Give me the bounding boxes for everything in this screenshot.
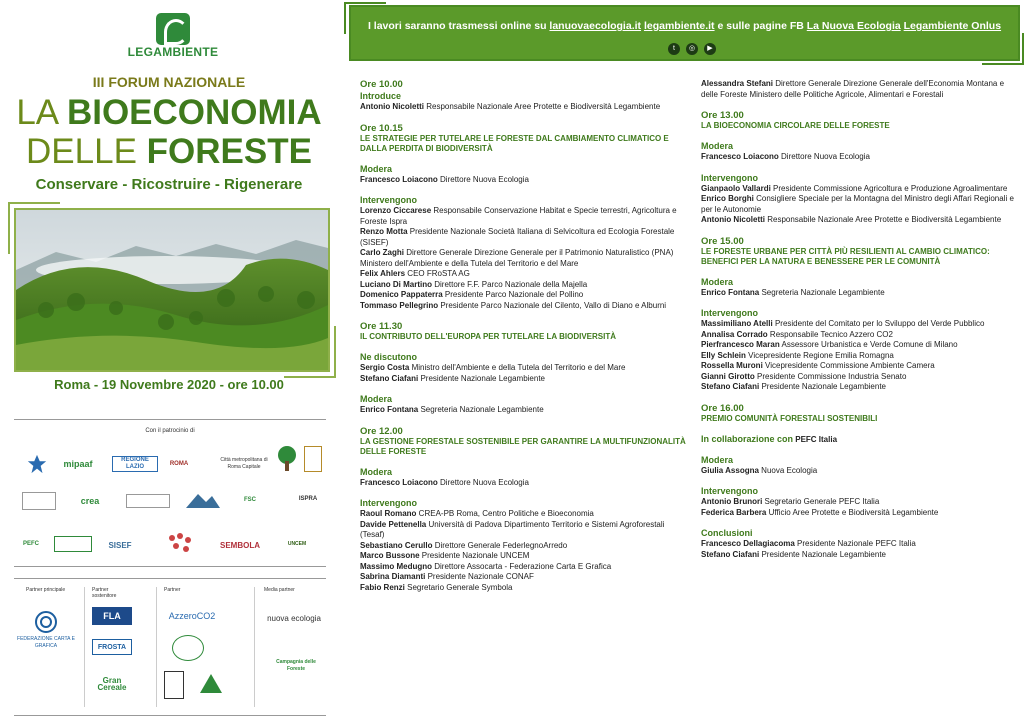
speaker-role: Presidente Nazionale CONAF bbox=[425, 572, 534, 581]
session-title: PREMIO COMUNITÀ FORESTALI SOSTENIBILI bbox=[701, 413, 878, 423]
session-role-heading bbox=[701, 141, 1017, 152]
speaker-line bbox=[701, 319, 1017, 330]
role-heading-text: Intervengono bbox=[701, 486, 759, 496]
partner-azzeroco2: AzzeroCO2 bbox=[168, 610, 216, 621]
brand-name: LEGAMBIENTE bbox=[127, 45, 219, 59]
speaker-role: Direttore Nuova Ecologia bbox=[778, 152, 870, 161]
partner-sostenitore-gran-cereale: Gran Cereale bbox=[97, 676, 127, 692]
speaker-role: Direttore Generale FederlegnoArredo bbox=[432, 540, 568, 550]
program-block bbox=[360, 426, 690, 457]
program-block bbox=[360, 467, 690, 489]
role-heading-text: Conclusioni bbox=[701, 528, 753, 538]
speaker-role: Segreteria Nazionale Legambiente bbox=[759, 287, 885, 297]
speaker-name: Massimo Medugno bbox=[360, 561, 433, 571]
speaker-role: Presidente Commissione Agricoltura e Produzione Agroalimentare bbox=[770, 183, 1008, 193]
speaker-line bbox=[360, 102, 690, 113]
speaker-role: Assessore Urbanistica e Verde Comune di Milano bbox=[779, 340, 958, 349]
speaker-line bbox=[360, 280, 690, 291]
session-time: Ore 13.00 bbox=[701, 110, 744, 121]
session-role-heading bbox=[360, 352, 690, 363]
speaker-name: Marco Bussone bbox=[360, 551, 420, 560]
speaker-name: Sabrina Diamanti bbox=[360, 572, 426, 581]
speaker-role: Presidente Parco Nazionale del Cilento, Vallo di Diano e Alburni bbox=[438, 300, 667, 310]
speaker-name: Fabio Renzi bbox=[360, 582, 405, 592]
main-title-line1: LA BIOECONOMIA bbox=[16, 93, 322, 132]
patronage-box bbox=[14, 419, 326, 567]
partners-box bbox=[14, 578, 326, 716]
partner-label: Partner bbox=[164, 587, 181, 593]
event-date-line: Roma - 19 Novembre 2020 - ore 10.00 bbox=[54, 377, 284, 392]
session-role-heading bbox=[360, 498, 690, 509]
program-block bbox=[701, 308, 1017, 393]
session-role-heading bbox=[360, 195, 690, 206]
twitter-icon[interactable]: t bbox=[668, 43, 680, 55]
tree-logo-icon bbox=[276, 444, 298, 474]
speaker-name: Domenico Pappaterra bbox=[360, 290, 443, 299]
speaker-role: Segreteria Nazionale Legambiente bbox=[418, 405, 544, 414]
patron-logo-citta-metropolitana: Città metropolitana di Roma Capitale bbox=[220, 457, 268, 470]
session-role-heading bbox=[701, 308, 1017, 319]
session-role-heading bbox=[701, 277, 1017, 288]
speaker-name: Francesco Loiacono bbox=[360, 174, 438, 184]
speaker-role: Presidente Nazionale Legambiente bbox=[759, 382, 886, 391]
speaker-name: Rossella Muroni bbox=[701, 361, 763, 370]
speaker-role: CREA-PB Roma, Centro Politiche e Bioeconomia bbox=[416, 509, 594, 518]
speaker-role: Presidente Nazionale PEFC Italia bbox=[794, 539, 916, 548]
session-role-heading bbox=[360, 467, 690, 478]
link-fb-nuova-ecologia[interactable]: La Nuova Ecologia bbox=[806, 20, 901, 32]
session-role-heading bbox=[701, 486, 1017, 497]
media-partner-label: Media partner bbox=[264, 587, 295, 593]
speaker-role: Ministro dell'Ambiente e della Tutela del Territorio e del Mare bbox=[409, 363, 626, 372]
partner-sostenitore-frosta: FROSTA bbox=[92, 639, 132, 655]
speaker-name: Alessandra Stefani bbox=[701, 79, 774, 88]
speaker-line bbox=[701, 550, 1017, 561]
forest-badge-logo-icon bbox=[54, 536, 92, 552]
speaker-role: Vicepresidente Regione Emilia Romagna bbox=[745, 350, 894, 360]
partner-tree-logo-icon bbox=[196, 671, 226, 699]
session-time: Ore 12.00 bbox=[360, 425, 403, 437]
speaker-line bbox=[360, 541, 690, 552]
speaker-line bbox=[701, 152, 1017, 163]
speaker-line bbox=[360, 290, 690, 301]
speaker-line bbox=[360, 572, 690, 583]
speaker-line bbox=[701, 508, 1017, 519]
partner-principale-label: Partner principale bbox=[26, 587, 66, 593]
speaker-line bbox=[701, 79, 1017, 100]
partner-divider bbox=[84, 587, 85, 707]
speaker-role: Responsabile Conservazione Habitat e Specie terrestri, Agricoltura e Foreste Ispra bbox=[360, 206, 677, 226]
speaker-name: Stefano Ciafani bbox=[701, 382, 760, 391]
speaker-name: Sergio Costa bbox=[360, 363, 410, 372]
speaker-name: Gianpaolo Vallardi bbox=[701, 183, 771, 193]
patron-logo-ispra: ISPRA bbox=[298, 495, 318, 502]
speaker-name: Raoul Romano bbox=[360, 509, 417, 518]
speaker-name: Antonio Brunori bbox=[701, 497, 763, 506]
speaker-name: Enrico Fontana bbox=[360, 405, 419, 414]
role-heading-text: Modera bbox=[360, 466, 393, 477]
speaker-line bbox=[701, 372, 1017, 383]
speaker-role: Nuova Ecologia bbox=[758, 465, 818, 475]
speaker-line bbox=[701, 194, 1017, 215]
speaker-line bbox=[701, 184, 1017, 195]
speaker-name: Francesco Loiacono bbox=[701, 152, 779, 161]
program-block bbox=[701, 486, 1017, 518]
left-panel bbox=[0, 0, 338, 724]
speaker-line bbox=[701, 215, 1017, 226]
program-block bbox=[701, 277, 1017, 299]
program-block bbox=[360, 498, 690, 593]
patron-logo-sisef: SISEF bbox=[108, 540, 132, 550]
program-column-2 bbox=[701, 79, 1017, 570]
streaming-text: I lavori saranno trasmessi online su lanuovaecologia.it legambiente.it e sulle pagine FB La Nuova Ecologia Legambiente Onlus bbox=[367, 20, 1002, 32]
speaker-name: Carlo Zaghi bbox=[360, 248, 405, 257]
program-block bbox=[701, 173, 1017, 226]
program-block bbox=[701, 110, 1017, 131]
program-block bbox=[360, 321, 690, 342]
speaker-role: Presidente Nazionale Società Italiana di Selvicoltura ed Ecologia Forestale (SISEF) bbox=[360, 227, 675, 247]
session-role-heading bbox=[360, 394, 690, 405]
program-block bbox=[360, 164, 690, 186]
partner-divider bbox=[156, 587, 157, 707]
role-heading-suffix: PEFC Italia bbox=[793, 434, 838, 444]
program-column-1 bbox=[360, 79, 690, 603]
session-time: Ore 15.00 bbox=[701, 235, 744, 247]
speaker-line bbox=[701, 330, 1017, 341]
youtube-icon[interactable]: ▶ bbox=[704, 43, 716, 55]
link-lanuovaecologia[interactable]: lanuovaecologia.it bbox=[549, 20, 642, 32]
patron-logo-sembola: SEMBOLA bbox=[220, 540, 260, 550]
media-partner-campagnia-foreste: Campagnia delle Foreste bbox=[276, 659, 316, 672]
speaker-name: Tommaso Pellegrino bbox=[360, 300, 439, 310]
program-block bbox=[701, 434, 1017, 445]
speaker-role: Presidente Commissione Industria Senato bbox=[754, 371, 907, 381]
speaker-role: Direttore Nuova Ecologia bbox=[437, 174, 529, 184]
session-role-heading bbox=[360, 164, 690, 175]
speaker-name: Giulia Assogna bbox=[701, 465, 759, 475]
speaker-name: Stefano Ciafani bbox=[701, 549, 760, 559]
speaker-line bbox=[360, 405, 690, 416]
speaker-name: Annalisa Corrado bbox=[701, 329, 768, 339]
session-time: Ore 10.15 bbox=[360, 122, 403, 134]
session-role-heading bbox=[701, 434, 1017, 445]
speaker-name: Pierfrancesco Maran bbox=[701, 340, 780, 349]
role-heading-text: Intervengono bbox=[360, 498, 418, 508]
subtitle: Conservare - Ricostruire - Rigenerare bbox=[35, 176, 303, 193]
session-role-heading bbox=[701, 173, 1017, 184]
speaker-line bbox=[360, 374, 690, 385]
speaker-role: Responsabile Nazionale Aree Protette e Biodiversità Legambiente bbox=[424, 102, 661, 111]
role-heading-text: Modera bbox=[701, 141, 734, 151]
speaker-role: Segretario Generale Symbola bbox=[404, 582, 513, 592]
speaker-role: Responsabile Nazionale Aree Protette e Biodiversità Legambiente bbox=[765, 215, 1002, 224]
speaker-role: Presidente Nazionale Legambiente bbox=[759, 549, 886, 559]
speaker-line bbox=[360, 227, 690, 248]
speaker-name: Stefano Ciafani bbox=[360, 373, 419, 383]
forest-landscape-image bbox=[16, 210, 328, 370]
streaming-banner bbox=[349, 5, 1020, 61]
crest-logo-icon bbox=[304, 446, 322, 472]
speaker-line bbox=[360, 562, 690, 573]
speaker-line bbox=[360, 478, 690, 489]
ministero-logo-icon bbox=[22, 492, 56, 510]
role-heading-text: In collaborazione con bbox=[701, 433, 794, 444]
patronage-title: Con il patrocinio di bbox=[145, 428, 195, 434]
speaker-line bbox=[360, 175, 690, 186]
program-block bbox=[701, 236, 1017, 267]
patron-logo-mipaaf: mipaaf bbox=[63, 458, 93, 469]
speaker-role: Direttore Generale Direzione Generale dell'Economia Montana e delle Foreste Ministero delle Politiche Agricole, Alimentari e Forestali bbox=[701, 79, 1005, 99]
speaker-line bbox=[360, 520, 690, 541]
instagram-icon[interactable]: ◎ bbox=[686, 43, 698, 55]
speaker-name: Sebastiano Cerullo bbox=[360, 540, 433, 550]
session-title: LE FORESTE URBANE PER CITTÀ PIÙ RESILIENTI AL CAMBIO CLIMATICO: BENEFICI PER LA NATURA E BENESSERE PER LE COMUNITÀ bbox=[701, 246, 990, 266]
role-heading-text: Intervengono bbox=[701, 172, 759, 183]
speaker-name: Lorenzo Ciccarese bbox=[360, 206, 432, 215]
patron-logo-regione-lazio: REGIONE LAZIO bbox=[112, 456, 158, 472]
partner-principale-name: FEDERAZIONE CARTA E GRAFICA bbox=[17, 636, 75, 649]
legambiente-logo-icon bbox=[156, 13, 190, 45]
patron-logo-uncem: UNCEM bbox=[287, 540, 307, 547]
speaker-role: Responsabile Tecnico Azzero CO2 bbox=[767, 329, 893, 339]
role-heading-text: Intervengono bbox=[701, 308, 759, 318]
speaker-line bbox=[360, 248, 690, 269]
patron-logo-fsc: FSC bbox=[244, 496, 256, 503]
program-block bbox=[701, 403, 1017, 424]
speaker-line bbox=[360, 509, 690, 520]
speaker-line bbox=[701, 382, 1017, 393]
carta-grafica-logo-icon bbox=[32, 609, 60, 635]
program-block bbox=[360, 79, 690, 113]
speaker-name: Antonio Nicoletti bbox=[360, 102, 424, 111]
speaker-role: Direttore Generale Direzione Generale per il Patrimonio Naturalistico (PNA) Ministero dell'Ambiente e della Tutela del Territorio e del Mare bbox=[360, 248, 674, 268]
speaker-name: Elly Schlein bbox=[701, 350, 746, 360]
speaker-line bbox=[701, 466, 1017, 477]
main-title-line2: DELLE FORESTE bbox=[26, 132, 312, 171]
speaker-line bbox=[360, 206, 690, 227]
speaker-name: Enrico Fontana bbox=[701, 287, 760, 297]
partner-sostenitore-fla: FLA bbox=[92, 607, 132, 625]
speaker-name: Luciano Di Martino bbox=[360, 279, 432, 289]
link-fb-legambiente[interactable]: Legambiente Onlus bbox=[903, 20, 1002, 32]
speaker-line bbox=[360, 363, 690, 374]
speaker-line bbox=[701, 497, 1017, 508]
forest-photo-frame bbox=[14, 208, 330, 372]
session-role-heading bbox=[360, 91, 690, 102]
session-title: LE STRATEGIE PER TUTELARE LE FORESTE DAL CAMBIAMENTO CLIMATICO E DALLA PERDITA DI BIODIVERSITÀ bbox=[360, 133, 669, 153]
speaker-role: Direttore Nuova Ecologia bbox=[437, 477, 529, 487]
speaker-name: Francesco Loiacono bbox=[360, 477, 438, 487]
program-block bbox=[701, 455, 1017, 477]
speaker-line bbox=[360, 583, 690, 594]
speaker-name: Massimiliano Atelli bbox=[701, 319, 773, 328]
media-partner-nuova-ecologia: nuova ecologia bbox=[267, 613, 321, 623]
session-title: LA GESTIONE FORESTALE SOSTENIBILE PER GARANTIRE LA MULTIFUNZIONALITÀ DELLE FORESTE bbox=[360, 436, 686, 456]
program-block bbox=[360, 123, 690, 154]
speaker-line bbox=[701, 340, 1017, 351]
partner-divider bbox=[254, 587, 255, 707]
speaker-role: Ufficio Aree Protette e Biodiversità Legambiente bbox=[766, 507, 939, 517]
role-heading-text: Modera bbox=[360, 163, 393, 174]
forum-label: III FORUM NAZIONALE bbox=[92, 74, 246, 90]
forest-photo bbox=[16, 210, 328, 370]
patron-logo-crea: crea bbox=[80, 495, 100, 506]
session-time: Ore 10.00 bbox=[360, 79, 403, 90]
session-time: Ore 16.00 bbox=[701, 402, 744, 414]
role-heading-text: Modera bbox=[701, 276, 734, 287]
speaker-role: Università di Padova Dipartimento Territorio e Sistemi Agroforestali (Tesaf) bbox=[360, 519, 665, 539]
speaker-name: Gianni Girotto bbox=[701, 371, 755, 381]
session-role-heading bbox=[701, 455, 1017, 466]
speaker-line bbox=[360, 551, 690, 562]
program-block bbox=[360, 352, 690, 384]
speaker-role: Segretario Generale PEFC Italia bbox=[762, 497, 880, 506]
program-block bbox=[360, 394, 690, 416]
speaker-name: Enrico Borghi bbox=[701, 194, 754, 203]
role-heading-text: Modera bbox=[360, 394, 393, 404]
speaker-role: Vicepresidente Commissione Ambiente Camera bbox=[762, 361, 935, 370]
program-block bbox=[701, 141, 1017, 163]
speaker-role: Presidente del Comitato per lo Sviluppo del Verde Pubblico bbox=[772, 319, 985, 328]
patron-logo-roma: ROMA bbox=[169, 460, 189, 467]
star-logo-icon bbox=[22, 450, 52, 478]
speaker-name: Davide Pettenella bbox=[360, 519, 427, 529]
speaker-role: Presidente Parco Nazionale del Pollino bbox=[442, 290, 584, 299]
link-legambiente[interactable]: legambiente.it bbox=[643, 20, 715, 32]
role-heading-text: Introduce bbox=[360, 91, 402, 101]
speaker-line bbox=[701, 288, 1017, 299]
role-heading-text: Ne discutono bbox=[360, 352, 418, 362]
speaker-name: Federica Barbera bbox=[701, 507, 767, 517]
partner-forest-badge-icon bbox=[172, 635, 204, 661]
session-title: IL CONTRIBUTO DELL'EUROPA PER TUTELARE LA BIODIVERSITÀ bbox=[360, 332, 616, 341]
badge-logo-icon bbox=[126, 494, 170, 508]
program-block bbox=[701, 79, 1017, 100]
session-time: Ore 11.30 bbox=[360, 321, 403, 332]
program-block bbox=[360, 195, 690, 311]
speaker-role: Presidente Nazionale Legambiente bbox=[418, 373, 545, 383]
speaker-role: Direttore F.F. Parco Nazionale della Majella bbox=[432, 279, 588, 289]
partner-shield-icon bbox=[164, 671, 184, 699]
speaker-role: Consigliere Speciale per la Montagna del Ministro degli Affari Regionali e per le Autonomie bbox=[701, 194, 1014, 214]
speaker-name: Francesco Dellagiacoma bbox=[701, 539, 795, 548]
speaker-line bbox=[360, 301, 690, 312]
partner-sostenitore-label: Partner sostenitore bbox=[92, 587, 117, 599]
patron-logo-pefc: PEFC bbox=[22, 540, 39, 547]
speaker-name: Antonio Nicoletti bbox=[701, 215, 765, 224]
dots-logo-icon bbox=[164, 530, 196, 556]
speaker-line bbox=[701, 351, 1017, 362]
role-heading-text: Modera bbox=[701, 454, 734, 465]
speaker-role: CEO FRoSTA AG bbox=[405, 269, 470, 278]
speaker-line bbox=[360, 269, 690, 280]
program-block bbox=[701, 528, 1017, 560]
speaker-name: Felix Ahlers bbox=[360, 269, 406, 278]
speaker-role: Direttore Assocarta - Federazione Carta E Grafica bbox=[432, 561, 612, 571]
session-title: LA BIOECONOMIA CIRCOLARE DELLE FORESTE bbox=[701, 121, 890, 130]
mountain-logo-icon bbox=[186, 488, 220, 510]
speaker-name: Renzo Motta bbox=[360, 227, 408, 236]
speaker-role: Presidente Nazionale UNCEM bbox=[419, 551, 530, 560]
speaker-line bbox=[701, 539, 1017, 550]
session-role-heading bbox=[701, 528, 1017, 539]
speaker-line bbox=[701, 361, 1017, 372]
role-heading-text: Intervengono bbox=[360, 195, 418, 205]
